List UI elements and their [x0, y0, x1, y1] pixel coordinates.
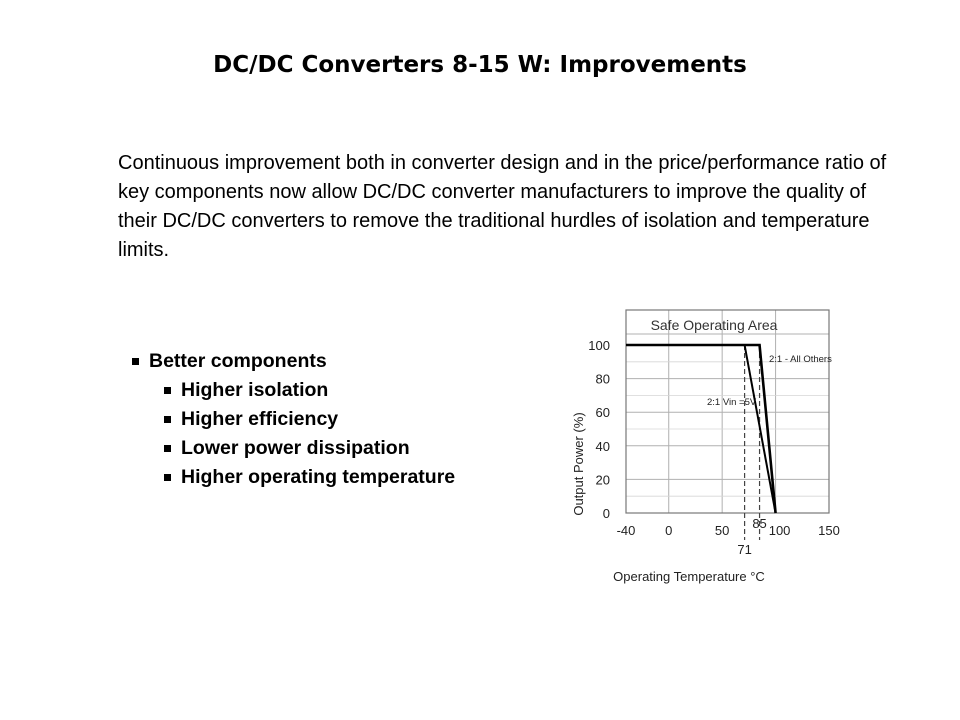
y-axis-label: Output Power (%) [571, 412, 586, 516]
y-tick-label: 0 [602, 506, 610, 521]
slide-title: DC/DC Converters 8-15 W: Improvements [213, 52, 747, 78]
marker-tick-label: 71 [737, 542, 752, 557]
bullet-text: Better components [149, 350, 327, 372]
marker-tick-label: 85 [752, 516, 767, 531]
y-tick-label: 80 [595, 371, 610, 387]
series-label-vin-5v: 2:1 Vin =5V [707, 397, 757, 408]
bullet-text: Higher operating temperature [181, 466, 456, 488]
intro-paragraph: Continuous improvement both in converter design and in the price/performance ratio of key components now allow DC/DC converter manufacturers to improve the quality of their DC/DC converters to remove the traditional hurdles of isolation and temperature limits. [118, 152, 887, 261]
chart-title: Safe Operating Area [650, 317, 778, 333]
series-label-all-others: 2:1 - All Others [769, 354, 832, 365]
bullet-text: Lower power dissipation [181, 437, 410, 459]
bullet-text: Higher efficiency [181, 408, 339, 430]
y-tick-label: 100 [588, 338, 610, 353]
y-tick-label: 60 [595, 405, 610, 421]
x-tick-label: 0 [665, 523, 673, 538]
bullet-text: Higher isolation [181, 379, 329, 401]
x-tick-label: 50 [714, 523, 730, 538]
x-tick-label: 100 [768, 523, 791, 538]
plot-frame [626, 310, 829, 513]
x-axis-label: Operating Temperature °C [613, 569, 765, 584]
y-tick-label: 40 [595, 438, 610, 454]
x-tick-label: 150 [818, 523, 840, 538]
y-tick-label: 20 [595, 472, 610, 488]
x-tick-label: -40 [616, 523, 636, 538]
